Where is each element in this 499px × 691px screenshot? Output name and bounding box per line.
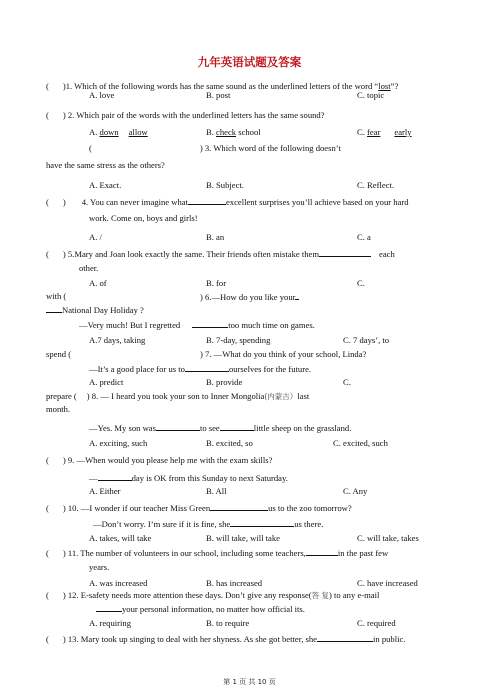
question-12-line-1: your personal information, no matter how official its.: [96, 604, 305, 614]
question-2-option-b: B. check school: [206, 127, 261, 137]
question-6-option-c: C. 7 days’, to: [343, 335, 390, 345]
page-footer: 第 1 页 共 10 页: [223, 678, 276, 686]
question-9-option-c: C. Any: [343, 486, 368, 496]
answer-blank[interactable]: [295, 292, 299, 300]
answer-blank[interactable]: [192, 320, 228, 328]
question-12-option-a: A. requiring: [89, 618, 132, 628]
question-11-option-a: A. was increased: [89, 578, 148, 588]
question-1-option-b: B. post: [206, 90, 231, 100]
question-1-option-a: A. love: [89, 90, 115, 100]
answer-blank[interactable]: [319, 249, 371, 257]
question-5-option-c-word: with (: [46, 291, 67, 301]
answer-blank[interactable]: [98, 473, 132, 481]
question-13-stem: ( ) 13. Mary took up singing to deal with her shyness. As she got better, she in public.: [46, 634, 406, 644]
question-4-option-b: B. an: [206, 232, 225, 242]
question-12-option-c: C. required: [357, 618, 396, 628]
question-10-option-a: A. takes, will take: [89, 533, 152, 543]
question-5-option-c: C.: [357, 278, 365, 288]
answer-blank[interactable]: [96, 604, 122, 612]
answer-blank[interactable]: [185, 364, 229, 372]
question-5-stem: ( ) 5.Mary and Joan look exactly the same. Their friends often mistake them each: [46, 249, 395, 259]
question-5-continuation: other.: [79, 263, 99, 273]
answer-blank[interactable]: [188, 197, 226, 205]
question-12-stem: ( ) 12. E-safety needs more attention these days. Don’t give any response(答 复) to any e-mail: [46, 590, 380, 600]
question-10-option-c: C. will take, takes: [357, 533, 419, 543]
answer-blank[interactable]: [220, 423, 254, 431]
question-8-option-b: B. excited, so: [206, 438, 253, 448]
question-7-option-b: B. provide: [206, 377, 243, 387]
question-9-option-b: B. All: [206, 486, 227, 496]
page-title: 九年英语试题及答案: [197, 55, 302, 69]
question-8-option-c: C. excited, such: [333, 438, 388, 448]
question-6-option-c-word: spend (: [46, 349, 72, 359]
question-2-option-a: A. down allow: [89, 127, 148, 137]
answer-blank[interactable]: [306, 548, 338, 556]
question-6-stem: ) 6.—How do you like your: [200, 292, 299, 302]
question-11-option-b: B. has increased: [206, 578, 263, 588]
question-10-option-b: B. will take, will take: [206, 533, 280, 543]
question-10-line-1: —Don’t worry. I’m sure if it is fine, she us there.: [93, 519, 324, 529]
answer-blank[interactable]: [317, 634, 373, 642]
answer-blank[interactable]: [156, 423, 200, 431]
question-7-stem: ) 7. —What do you think of your school, Linda?: [200, 349, 367, 359]
question-4-option-a: A. /: [89, 232, 102, 242]
question-9-line-1: — day is OK from this Sunday to next Saturday.: [89, 473, 288, 483]
question-10-stem: ( ) 10. —I wonder if our teacher Miss Green us to the zoo tomorrow?: [46, 503, 352, 513]
question-3-option-a: A. Exact.: [89, 180, 122, 190]
question-4-option-c: C. a: [357, 232, 371, 242]
question-3-continuation: have the same stress as the others?: [46, 160, 165, 170]
question-6-option-a: A.7 days, taking: [89, 335, 146, 345]
question-11-option-c: C. have increased: [357, 578, 418, 588]
question-2-option-c: C. fear early: [357, 127, 412, 137]
question-8-stem: prepare ( ) 8. — I heard you took your son to Inner Mongolia(内蒙古）last: [46, 391, 310, 401]
question-3-stem: ( ) 3. Which word of the following doesn’t: [89, 143, 341, 153]
question-3-option-c: C. Reflect.: [357, 180, 394, 190]
question-6-line-1: National Day Holiday ?: [46, 305, 144, 315]
question-5-option-a: A. of: [89, 278, 107, 288]
question-7-option-a: A. predict: [89, 377, 124, 387]
question-8-line-1: —Yes. My son was to see little sheep on the grassland.: [89, 423, 352, 433]
question-1-option-c: C. topic: [357, 90, 385, 100]
question-1-stem: ( )1. Which of the following words has the same sound as the underlined letters of the word “lost”?: [46, 81, 399, 91]
question-9-stem: ( ) 9. —When would you please help me with the exam skills?: [46, 455, 273, 465]
answer-blank[interactable]: [46, 305, 62, 313]
question-8-continuation: month.: [46, 404, 71, 414]
question-6-line-2: —Very much! But I regretted too much time on games.: [79, 320, 315, 330]
question-4-stem: ( ) 4. You can never imagine what excellent surprises you’ll achieve based on your hard: [46, 197, 409, 207]
question-2-stem: ( ) 2. Which pair of the words with the underlined letters has the same sound?: [46, 110, 325, 120]
question-6-option-b: B. 7-day, spending: [206, 335, 271, 345]
question-7-option-c: C.: [343, 377, 351, 387]
question-11-stem: ( ) 11. The number of volunteers in our school, including some teachers, in the past few: [46, 548, 389, 558]
question-5-option-b: B. for: [206, 278, 227, 288]
question-11-continuation: years.: [89, 562, 110, 572]
question-3-option-b: B. Subject.: [206, 180, 244, 190]
question-8-option-a: A. exciting, such: [89, 438, 148, 448]
answer-blank[interactable]: [230, 519, 294, 527]
question-9-option-a: A. Either: [89, 486, 121, 496]
question-7-line-1: —It’s a good place for us to ourselves for the future.: [89, 364, 312, 374]
question-4-continuation: work. Come on, boys and girls!: [89, 213, 198, 223]
answer-blank[interactable]: [210, 503, 268, 511]
question-12-option-b: B. to require: [206, 618, 250, 628]
